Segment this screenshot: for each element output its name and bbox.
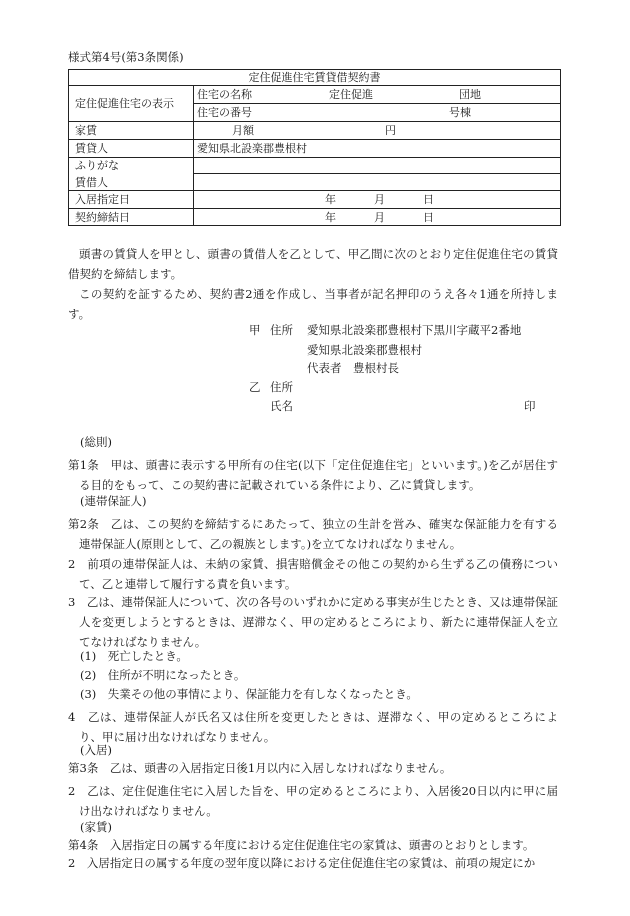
- house-number-label: 住宅の番号: [197, 106, 252, 119]
- rent-label: 家賃: [75, 124, 97, 137]
- article-3: 第3条 乙は、頭書の入居指定日後1月以内に入居しなければなりません。: [68, 761, 452, 775]
- article-2-para-2: 2 前項の連帯保証人は、未納の家賃、損害賠償金その他この契約から生ずる乙の債務について、乙と連帯して履行する責を負います。: [68, 557, 558, 591]
- lessor-label: 賃貸人: [75, 142, 108, 155]
- item-1: (1) 死亡したとき。: [80, 649, 188, 663]
- movein-year: 年: [325, 193, 336, 206]
- intro-paragraph-2: この契約を証するため、契約書2通を作成し、当事者が記名押印のうえ各々1通を所持します。: [68, 287, 558, 321]
- heading-general: (総則): [80, 435, 112, 449]
- intro-paragraph-1: 頭書の賃貸人を甲とし、頭書の賃借人を乙として、甲乙間に次のとおり定住促進住宅の賃貸借契約を締結します。: [68, 247, 558, 281]
- article-3-para-2: 2 乙は、定住促進住宅に入居した旨を、甲の定めるところにより、入居後20日以内に甲に届け出なければなりません。: [68, 784, 558, 818]
- furigana-label: ふりがな: [75, 159, 119, 172]
- party-ko-rep: 代表者 豊根村長: [307, 361, 399, 375]
- article-2-para-3: 3 乙は、連帯保証人について、次の各号のいずれかに定める事実が生じたとき、又は連帯保証人を変更しようとするときは、遅滞なく、甲の定めるところにより、新たに連帯保証人を立てなければなりません。: [68, 595, 558, 649]
- lessee-label: 賃借人: [75, 176, 108, 189]
- party-ko-address-1: 愛知県北設楽郡豊根村下黒川字蔵平2番地: [307, 323, 522, 337]
- article-1: 第1条 甲は、頭書に表示する甲所有の住宅(以下「定住促進住宅」といいます。)を乙が居住する目的をもって、この契約書に記載されている条件により、乙に賃貸します。: [68, 458, 558, 492]
- contract-day: 日: [423, 211, 434, 224]
- article-4: 第4条 入居指定日の属する年度における定住促進住宅の家賃は、頭書のとおりとします。: [68, 838, 535, 852]
- movein-day: 日: [423, 193, 434, 206]
- party-otsu-name-label: 氏名: [270, 399, 293, 413]
- form-label: 様式第4号(第3条関係): [68, 50, 184, 64]
- display-label: 定住促進住宅の表示: [75, 97, 174, 110]
- heading-guarantor: (連帯保証人): [80, 494, 147, 508]
- contract-month: 月: [374, 211, 385, 224]
- item-2: (2) 住所が不明になったとき。: [80, 668, 246, 682]
- goto-label: 号棟: [449, 106, 471, 119]
- heading-movein: (入居): [80, 743, 112, 757]
- table-title: 定住促進住宅賃貸借契約書: [248, 71, 381, 84]
- house-name-value: 定住促進: [329, 88, 373, 101]
- party-ko: 甲: [249, 323, 261, 337]
- article-2-para-4: 4 乙は、連帯保証人が氏名又は住所を変更したときは、遅滞なく、甲の定めるところにより、甲に届け出なければなりません。: [68, 710, 558, 744]
- contract-label: 契約締結日: [75, 211, 130, 224]
- article-4-para-2: 2 入居指定日の属する年度の翌年度以降における定住促進住宅の家賃は、前項の規定にか: [68, 856, 536, 870]
- house-name-label: 住宅の名称: [197, 88, 252, 101]
- contract-summary-table: [68, 69, 561, 226]
- seal-mark: 印: [524, 399, 536, 413]
- monthly-label: 月額: [232, 124, 254, 137]
- article-2: 第2条 乙は、この契約を締結するにあたって、独立の生計を営み、確実な保証能力を有する連帯保証人(原則として、乙の親族とします。)を立てなければなりません。: [68, 517, 558, 551]
- party-otsu-address-label: 住所: [270, 380, 293, 394]
- heading-rent: (家賃): [80, 820, 112, 834]
- item-3: (3) 失業その他の事情により、保証能力を有しなくなったとき。: [80, 687, 418, 701]
- party-ko-address-2: 愛知県北設楽郡豊根村: [307, 343, 422, 357]
- movein-label: 入居指定日: [75, 193, 130, 206]
- party-ko-address-label: 住所: [270, 323, 293, 337]
- party-otsu: 乙: [249, 380, 261, 394]
- movein-month: 月: [374, 193, 385, 206]
- danchi-label: 団地: [459, 88, 481, 101]
- contract-year: 年: [325, 211, 336, 224]
- lessor-value: 愛知県北設楽郡豊根村: [197, 142, 307, 155]
- yen-label: 円: [385, 124, 396, 137]
